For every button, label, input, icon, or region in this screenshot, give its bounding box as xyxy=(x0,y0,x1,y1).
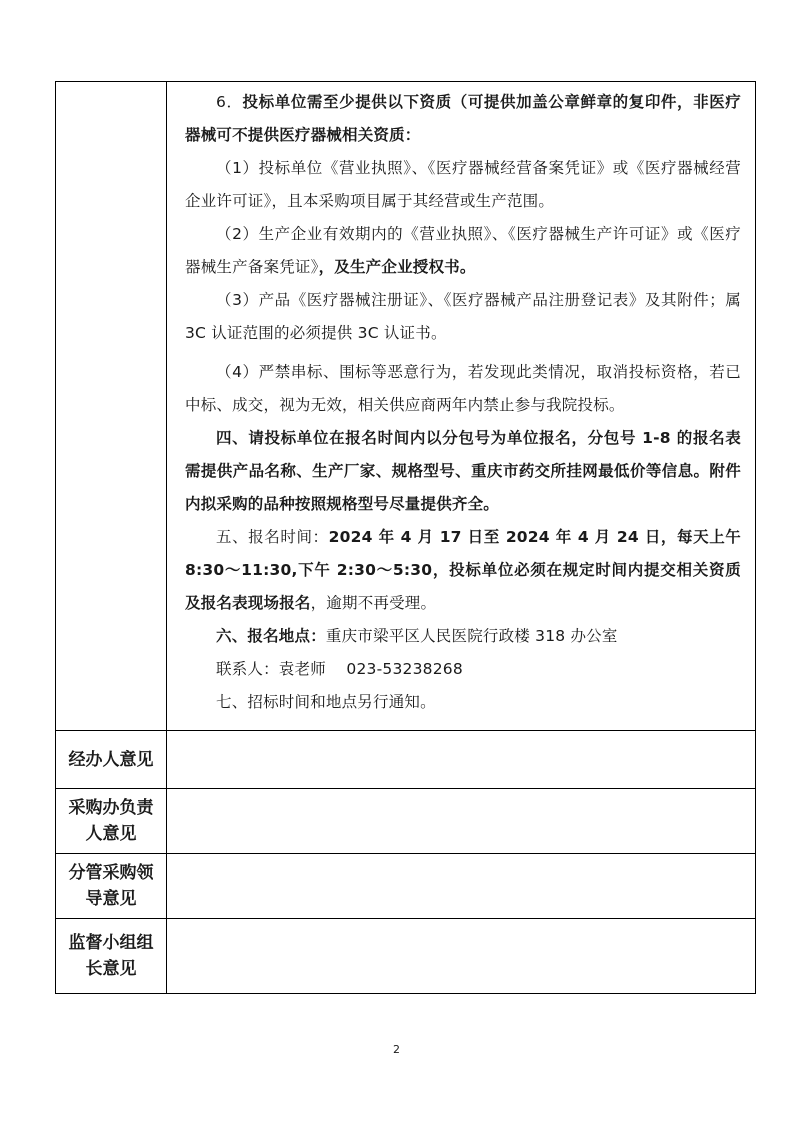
item7-text: 七、招标时间和地点另行通知。 xyxy=(216,693,436,711)
opinion-cell xyxy=(167,731,756,789)
item6-title: 6．投标单位需至少提供以下资质（可提供加盖公章鲜章的复印件，非医疗器械可不提供医疗器械相关资质： xyxy=(185,93,741,144)
item6b-location: 六、报名地点：重庆市梁平区人民医院行政楼 318 办公室 xyxy=(216,627,618,645)
contact-line: 联系人：袁老师 023-53238268 xyxy=(216,660,463,678)
page-number: 2 xyxy=(393,1043,400,1056)
opinion-cell xyxy=(167,789,756,854)
item4-text: 四、请投标单位在报名时间内以分包号为单位报名，分包号 1-8 的报名表需提供产品名称、生产厂家、规格型号、重庆市药交所挂网最低价等信息。附件内拟采购的品种按照规格型号尽量提供齐全。 xyxy=(185,429,741,513)
opinion-label: 采购办负责 人意见 xyxy=(56,789,167,854)
item6-sub2: （2）生产企业有效期内的《营业执照》、《医疗器械生产许可证》或《医疗器械生产备案凭证》，及生产企业授权书。 xyxy=(185,225,741,276)
item6-sub1: （1）投标单位《营业执照》、《医疗器械经营备案凭证》或《医疗器械经营企业许可证》，且本采购项目属于其经营或生产范围。 xyxy=(185,159,741,210)
opinion-label: 经办人意见 xyxy=(56,731,167,789)
content-cell xyxy=(167,82,756,731)
item6-sub3: （3）产品《医疗器械注册证》、《医疗器械产品注册登记表》及其附件；属3C 认证范围的必须提供 3C 认证书。 xyxy=(185,291,741,342)
opinion-cell xyxy=(167,919,756,994)
approval-table xyxy=(55,81,756,994)
opinion-label: 分管采购领 导意见 xyxy=(56,854,167,919)
left-empty-cell xyxy=(56,82,167,731)
item5-text: 五、报名时间：2024 年 4 月 17 日至 2024 年 4 月 24 日，每天上午 8:30～11:30,下午 2:30～5:30，投标单位必须在规定时间内提交相关资质及报名表现场报名，逾期不再受理。 xyxy=(185,528,741,612)
item6-sub4: （4）严禁串标、围标等恶意行为，若发现此类情况，取消投标资格，若已中标、成交，视为无效，相关供应商两年内禁止参与我院投标。 xyxy=(185,363,741,414)
opinion-cell xyxy=(167,854,756,919)
opinion-label: 监督小组组 长意见 xyxy=(56,919,167,994)
